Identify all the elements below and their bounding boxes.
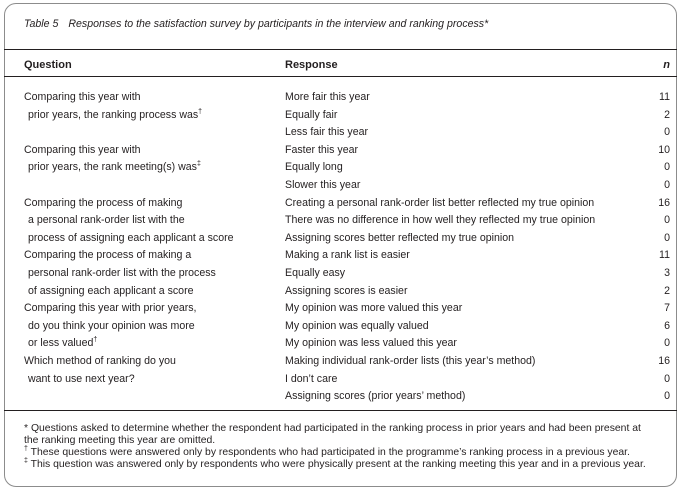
response-count: 16	[658, 196, 670, 209]
question-line: Comparing this year with	[24, 143, 141, 156]
response-text: Making a rank list is easier	[285, 249, 410, 262]
table-caption	[24, 18, 488, 30]
response-text: More fair this year	[285, 91, 370, 103]
question-line: prior years, the rank meeting(s) was‡	[28, 160, 201, 174]
column-header-n: n	[663, 59, 670, 71]
response-text: Equally long	[285, 161, 343, 174]
response-count: 3	[664, 267, 670, 279]
question-line: process of assigning each applicant a score	[28, 231, 234, 244]
question-line: Comparing the process of making a	[24, 249, 192, 262]
response-text: My opinion was equally valued	[285, 319, 429, 332]
response-count: 11	[659, 249, 670, 262]
response-text: My opinion was less valued this year	[285, 337, 457, 350]
response-count: 10	[658, 143, 670, 156]
response-text: Making individual rank-order lists (this year’s method)	[285, 355, 536, 367]
header-rule	[4, 76, 677, 77]
question-line: or less valued†	[28, 336, 98, 350]
bottom-rule	[4, 410, 677, 411]
response-text: Faster this year	[285, 143, 359, 156]
response-count: 16	[658, 355, 670, 367]
response-count: 0	[664, 231, 670, 244]
response-text: Equally fair	[285, 108, 338, 121]
question-line: Which method of ranking do you	[24, 355, 176, 367]
response-count: 0	[664, 179, 670, 191]
response-text: Assigning scores (prior years’ method)	[285, 390, 466, 403]
response-count: 11	[659, 91, 670, 103]
question-line: Comparing this year with	[24, 91, 141, 103]
response-text: I don’t care	[285, 372, 338, 385]
response-count: 0	[664, 337, 670, 350]
table-label: Table 5	[24, 18, 59, 30]
response-text: Less fair this year	[285, 126, 369, 139]
response-text: Assigning scores better reflected my true opinion	[285, 231, 515, 244]
question-line: personal rank-order list with the process	[28, 267, 216, 279]
response-text: Slower this year	[285, 179, 361, 191]
footnote-line: ‡ This question was answered only by respondents who were physically present at the ranking meeting this year and in a previous year.	[24, 457, 646, 470]
question-line: Comparing the process of making	[24, 196, 183, 209]
column-header-question: Question	[24, 59, 72, 71]
question-line: prior years, the ranking process was†	[28, 108, 203, 121]
response-count: 0	[664, 126, 670, 139]
response-count: 2	[664, 284, 670, 297]
footnote-marker: †	[93, 336, 98, 344]
response-text: Creating a personal rank-order list better reflected my true opinion	[285, 196, 595, 209]
response-count: 6	[664, 319, 670, 332]
response-count: 2	[664, 108, 670, 121]
question-line: Comparing this year with prior years,	[24, 302, 197, 315]
response-count: 0	[664, 214, 670, 227]
response-text: Assigning scores is easier	[285, 284, 408, 297]
footnote-line: the ranking meeting this year are omitted.	[24, 435, 216, 446]
footnote-marker: ‡	[196, 160, 201, 168]
footnote-marker: †	[24, 445, 28, 453]
footnote-marker: ‡	[24, 457, 28, 465]
column-header-response: Response	[285, 59, 338, 71]
question-line: a personal rank-order list with the	[28, 214, 185, 227]
table-title: Responses to the satisfaction survey by participants in the interview and ranking process*	[68, 18, 489, 30]
footnote-marker: †	[198, 108, 203, 116]
response-text: My opinion was more valued this year	[285, 302, 463, 315]
footnote-marker: *	[24, 423, 31, 434]
response-text: Equally easy	[285, 267, 346, 279]
response-count: 7	[664, 302, 670, 315]
response-count: 0	[664, 390, 670, 403]
question-line: want to use next year?	[28, 372, 135, 385]
footnote-line: † These questions were answered only by respondents who had participated in the programme’s ranking process in a previous year.	[24, 445, 630, 458]
question-line: of assigning each applicant a score	[28, 284, 194, 297]
top-rule	[4, 49, 677, 50]
response-count: 0	[664, 161, 670, 174]
question-line: do you think your opinion was more	[28, 319, 195, 332]
response-count: 0	[664, 372, 670, 385]
footnote-line: * Questions asked to determine whether the respondent had participated in the ranking process in prior years and had been present at	[24, 423, 641, 434]
response-text: There was no difference in how well they reflected my true opinion	[285, 214, 596, 227]
